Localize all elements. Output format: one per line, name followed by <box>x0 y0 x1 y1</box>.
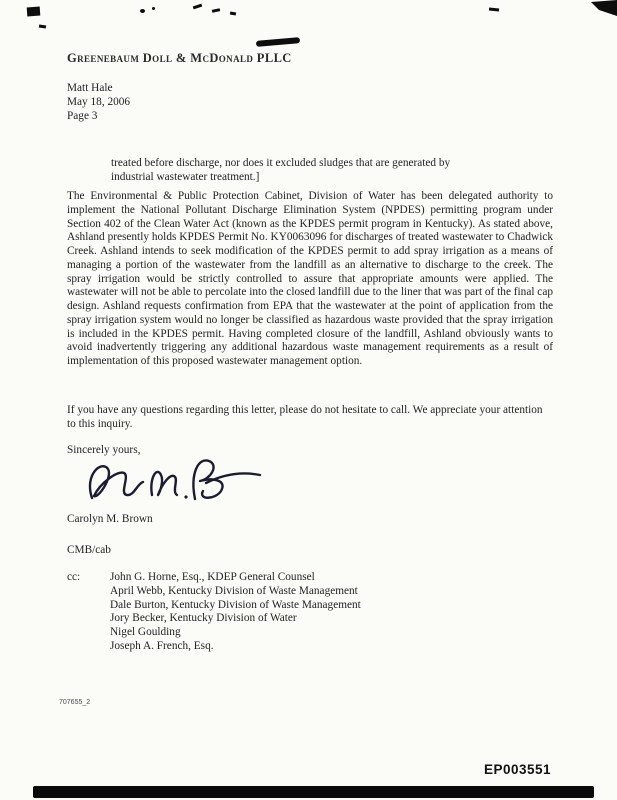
scan-artifact <box>489 7 499 11</box>
cc-label: cc: <box>67 571 81 583</box>
cc-item: Joseph A. French, Esq. <box>110 639 214 652</box>
cc-item: Nigel Goulding <box>110 626 181 639</box>
bates-number: EP003551 <box>484 762 552 777</box>
scan-artifact <box>152 7 155 10</box>
document-control-number: 707655_2 <box>59 699 91 706</box>
letterhead-firm-name: Greenebaum Doll & McDonald PLLC <box>67 51 292 65</box>
cc-item: Dale Burton, Kentucky Division of Waste Management <box>110 598 361 611</box>
cc-item: John G. Horne, Esq., KDEP General Counsel <box>110 571 315 583</box>
cc-item: April Webb, Kentucky Division of Waste Management <box>110 584 358 597</box>
body-paragraph-1: The Environmental & Public Protection Cabinet, Division of Water has been delegated authority to implement the National Pollutant Discharge Elimination System (NPDES) permitting program under Section 402 of the Clean Water Act (known as the KPDES permit program in Kentucky). As stated above, Ashland presently holds KPDES Permit No. KY0063096 for discharges of treated wastewater to Chadwick Creek. Ashland intends to seek modification of the KPDES permit to add spray irrigation as a means of managing a portion of the wastewater from the landfill as an alternative to discharge to the creek. The spray irrigation would be strictly controlled to assure that appropriate amounts were applied. The wastewater will not be able to percolate into the closed landfill due to the liner that was part of the final cap design. Ashland requests confirmation from EPA that the wastewater at the point of application from the spray irrigation system would no longer be classified as hazardous waste provided that the spray irrigation is included in the KPDES permit. Having completed closure of the landfill, Ashland obviously wants to avoid inadvertently triggering any additional hazardous waste management requirements as a result of implementation of this proposed wastewater management option. <box>67 190 553 367</box>
scan-artifact-bottom-bar <box>33 786 594 798</box>
page-number: Page 3 <box>67 109 98 122</box>
scan-artifact-corner <box>577 0 617 20</box>
cc-item: Jory Becker, Kentucky Division of Water <box>110 612 297 625</box>
closing-salutation: Sincerely yours, <box>67 444 141 456</box>
scan-artifact <box>193 4 202 10</box>
scan-artifact <box>39 25 46 29</box>
cc-block <box>67 571 361 654</box>
blockquote-continuation: treated before discharge, nor does it excluded sludges that are generated by industrial wastewater treatment.] <box>111 157 451 183</box>
recipient-name: Matt Hale <box>67 82 113 94</box>
address-block <box>67 82 130 123</box>
cc-list <box>110 571 361 654</box>
scan-artifact <box>140 9 145 13</box>
typist-initials: CMB/cab <box>67 544 111 556</box>
letter-date: May 18, 2006 <box>67 95 131 108</box>
scan-artifact <box>256 37 300 47</box>
scan-artifact <box>212 8 220 13</box>
scan-artifact <box>27 7 41 17</box>
signer-name: Carolyn M. Brown <box>67 513 153 525</box>
scan-artifact <box>230 12 236 16</box>
handwritten-signature <box>82 452 267 514</box>
body-paragraph-2: If you have any questions regarding this letter, please do not hesitate to call. We appreciate your attention to this inquiry. <box>67 404 543 430</box>
